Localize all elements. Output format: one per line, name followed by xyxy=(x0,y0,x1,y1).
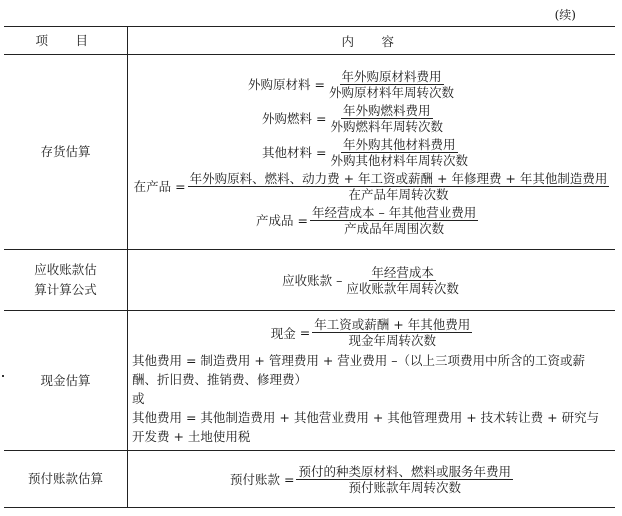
inventory-content xyxy=(128,55,616,250)
formula-finished-goods: 产成品 = $\frac{\text{年经营成本 – 年其他营业费用}}{\text{产成品年周围次数}}$ xyxy=(256,204,477,236)
formula-raw-material: 外购原材料 = $\frac{\text{年外购原材料费用}}{\text{外购原材料年周转次数}}$ xyxy=(248,68,455,100)
formula-cash: 现金 = $\frac{\text{年工资或薪酬 + 年其他费用}}{\text{现金年周转次数}}$ xyxy=(270,317,471,348)
row-prepaid xyxy=(4,451,615,508)
receivable-content xyxy=(128,250,616,311)
table-header-row xyxy=(4,27,615,55)
estimation-table xyxy=(4,26,615,508)
other-fee-line4: 开发费 + 土地使用税 xyxy=(132,429,251,444)
other-fee-line2: 酬、折旧费、推销费、修理费） xyxy=(132,372,308,387)
formula-other-material: 其他材料 = $\frac{\text{年外购其他材料费用}}{\text{外购其他材料年周转次数}}$ xyxy=(262,136,469,168)
formula-fuel: 外购燃料 = $\frac{\text{年外购燃料费用}}{\text{外购燃料年周转次数}}$ xyxy=(262,102,444,134)
prepaid-content xyxy=(128,451,616,508)
other-fee-line3: 其他费用 = 其他制造费用 + 其他营业费用 + 其他管理费用 + 技术转让费 + 研究与 xyxy=(132,410,600,425)
row-cash xyxy=(4,311,615,451)
header-item: 项 目 xyxy=(4,27,128,55)
header-content: 内 容 xyxy=(128,27,616,55)
formula-prepaid: 预付账款 = $\frac{\text{预付的种类原材料、燃料或服务年费用}}{\text{预付账款年周转次数}}$ xyxy=(229,463,511,495)
cash-label: 现金估算 xyxy=(4,311,128,451)
row-inventory xyxy=(4,55,615,250)
prepaid-label: 预付账款估算 xyxy=(4,451,128,508)
row-receivable xyxy=(4,250,615,311)
continued-note: (续) xyxy=(554,8,576,22)
or-text: 或 xyxy=(132,391,145,406)
inventory-label: 存货估算 xyxy=(4,55,128,250)
other-fee-line1: 其他费用 = 制造费用 + 管理费用 + 营业费用 –（以上三项费用中所含的工资或薪 xyxy=(132,353,585,368)
formula-receivable: 应收账款 – $\frac{\text{年经营成本}}{\text{应收账款年周转次数}}$ xyxy=(282,264,459,296)
receivable-label: 应收账款估 算计算公式 xyxy=(4,250,128,311)
formula-work-in-progress: 在产品 = $\frac{\text{年外购原料、燃料、动力费 + 年工资或薪酬 + 年修理费 + 年其他制造费用}}{\text{在产品年周转次数}}$ xyxy=(133,170,608,202)
cash-content xyxy=(128,311,616,451)
